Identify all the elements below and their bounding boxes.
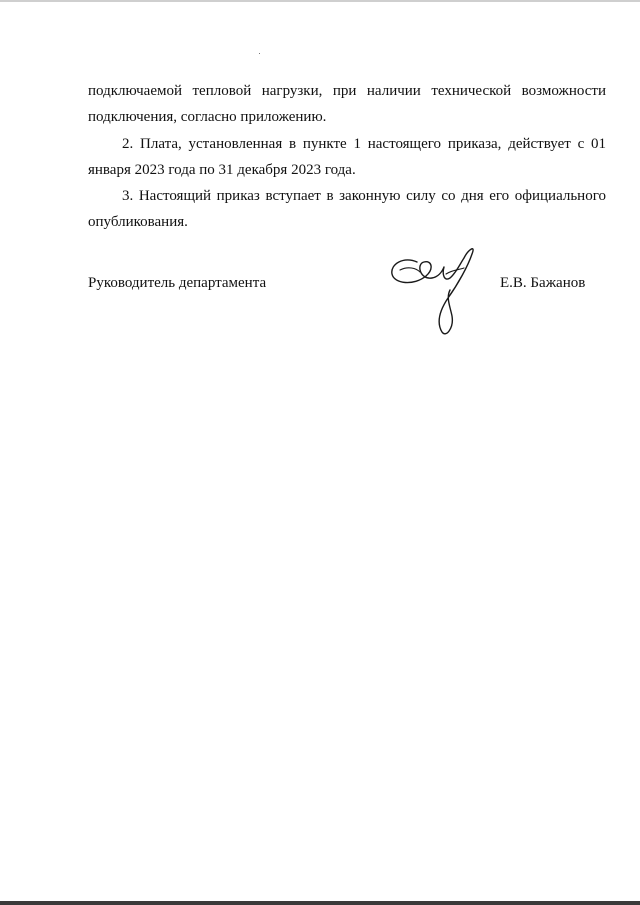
- signatory-title: Руководитель департамента: [88, 275, 267, 291]
- signatory-name: Е.В. Бажанов: [500, 275, 586, 291]
- paragraph-2: 2. Плата, установленная в пункте 1 настоящего приказа, действует с 01 января 2023 года по 31 декабря 2023 года.: [88, 135, 606, 178]
- paragraph-3: 3. Настоящий приказ вступает в законную силу со дня его официального опубликования.: [88, 188, 606, 231]
- scan-speck: [259, 53, 260, 54]
- scan-bottom-edge: [0, 901, 640, 905]
- document-body: [88, 78, 606, 236]
- handwritten-signature: [386, 240, 486, 340]
- scan-top-edge: [0, 0, 640, 2]
- paragraph-continuation: подключаемой тепловой нагрузки, при наличии технической возможности подключения, согласно приложению.: [88, 83, 606, 126]
